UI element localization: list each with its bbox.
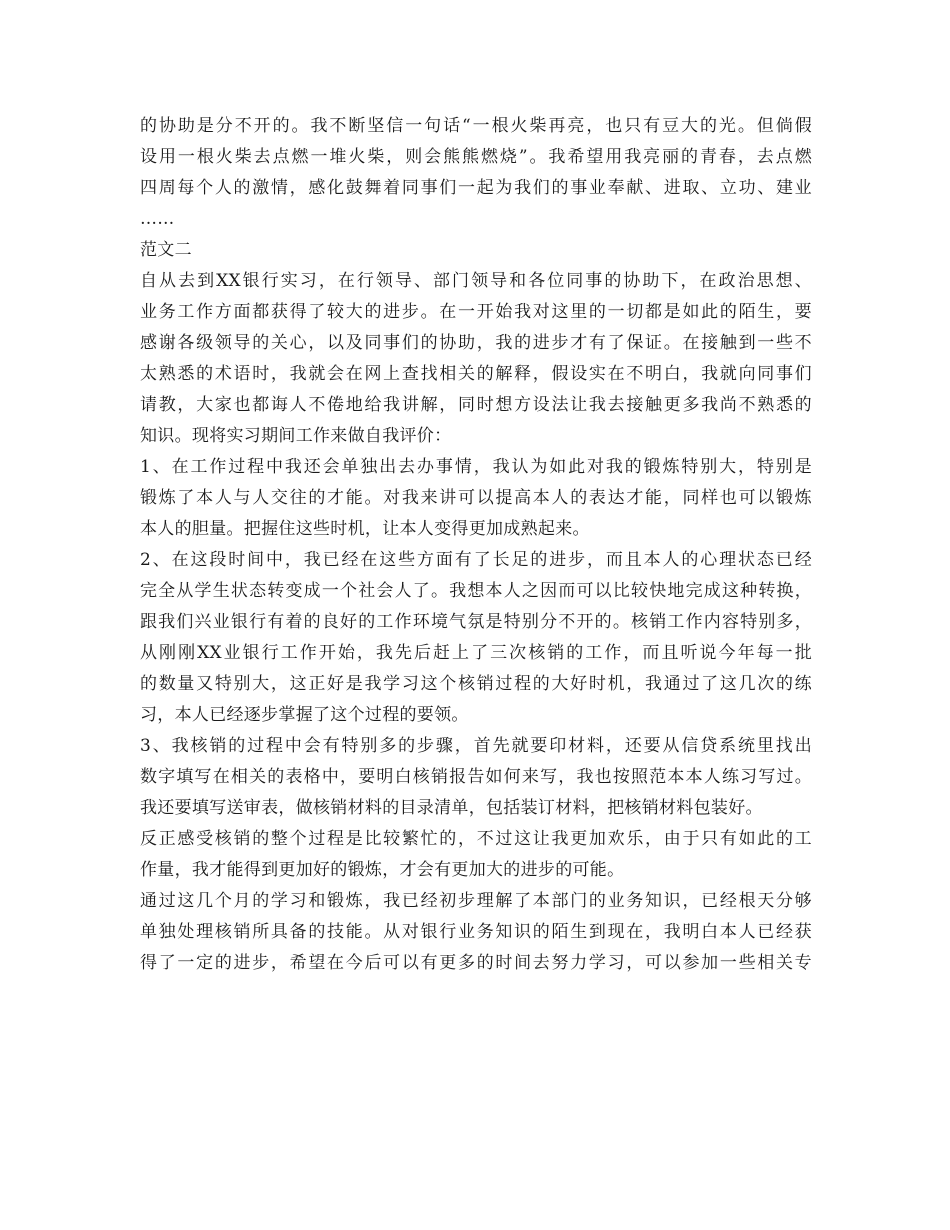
text-line: 1、在工作过程中我还会单独出去办事情，我认为如此对我的锻炼特别大，特别是 [140,457,812,477]
text-line: 设用一根火柴去点燃一堆火柴，则会熊熊燃烧”。我希望用我亮丽的青春，去点燃 [140,147,812,167]
text-line: 请教，大家也都诲人不倦地给我讲解，同时想方设法让我去接触更多我尚不熟悉的 [140,395,812,415]
text-line: 跟我们兴业银行有着的良好的工作环境气氛是特别分不开的。核销工作内容特别多， [140,612,812,632]
text-line: 完全从学生状态转变成一个社会人了。我想本人之因而可以比较快地完成这种转换， [140,581,812,601]
text-line: 我还要填写送审表，做核销材料的目录清单，包括装订材料，把核销材料包装好。 [140,798,763,818]
text-line: 四周每个人的激情，感化鼓舞着同事们一起为我们的事业奉献、进取、立功、建业 [140,178,812,198]
text-line: 业务工作方面都获得了较大的进步。在一开始我对这里的一切都是如此的陌生，要 [140,302,812,322]
text-line: 的数量又特别大，这正好是我学习这个核销过程的大好时机，我通过了这几次的练 [140,674,812,694]
text-line: 从刚刚XX业银行工作开始，我先后赶上了三次核销的工作，而且听说今年每一批 [140,643,812,663]
text-line: 反正感受核销的整个过程是比较繁忙的，不过这让我更加欢乐，由于只有如此的工 [140,829,812,849]
text-line: 知识。现将实习期间工作来做自我评价： [140,426,452,446]
text-line: 感谢各级领导的关心，以及同事们的协助，我的进步才有了保证。在接触到一些不 [140,333,812,353]
text-line: 习，本人已经逐步掌握了这个过程的要领。 [140,705,469,725]
document-body [140,111,812,979]
text-line: …… [140,209,175,229]
text-line: 得了一定的进步，希望在今后可以有更多的时间去努力学习，可以参加一些相关专 [140,953,812,973]
section-heading: 范文二 [140,240,192,260]
text-line: 本人的胆量。把握住这些时机，让本人变得更加成熟起来。 [140,519,590,539]
text-line: 通过这几个月的学习和锻炼，我已经初步理解了本部门的业务知识，已经根天分够 [140,891,812,911]
text-line: 太熟悉的术语时，我就会在网上查找相关的解释，假设实在不明白，我就向同事们 [140,364,812,384]
text-line: 作量，我才能得到更加好的锻炼，才会有更加大的进步的可能。 [140,860,625,880]
text-line: 3、我核销的过程中会有特别多的步骤，首先就要印材料，还要从信贷系统里找出 [140,736,812,756]
text-line: 锻炼了本人与人交往的才能。对我来讲可以提高本人的表达才能，同样也可以锻炼 [140,488,812,508]
text-line: 自从去到XX银行实习，在行领导、部门领导和各位同事的协助下，在政治思想、 [140,271,812,291]
text-line: 单独处理核销所具备的技能。从对银行业务知识的陌生到现在，我明白本人已经获 [140,922,812,942]
text-line: 2、在这段时间中，我已经在这些方面有了长足的进步，而且本人的心理状态已经 [140,550,812,570]
text-line: 数字填写在相关的表格中，要明白核销报告如何来写，我也按照范本本人练习写过。 [140,767,812,787]
text-line: 的协助是分不开的。我不断坚信一句话“一根火柴再亮，也只有豆大的光。但倘假 [140,116,812,136]
